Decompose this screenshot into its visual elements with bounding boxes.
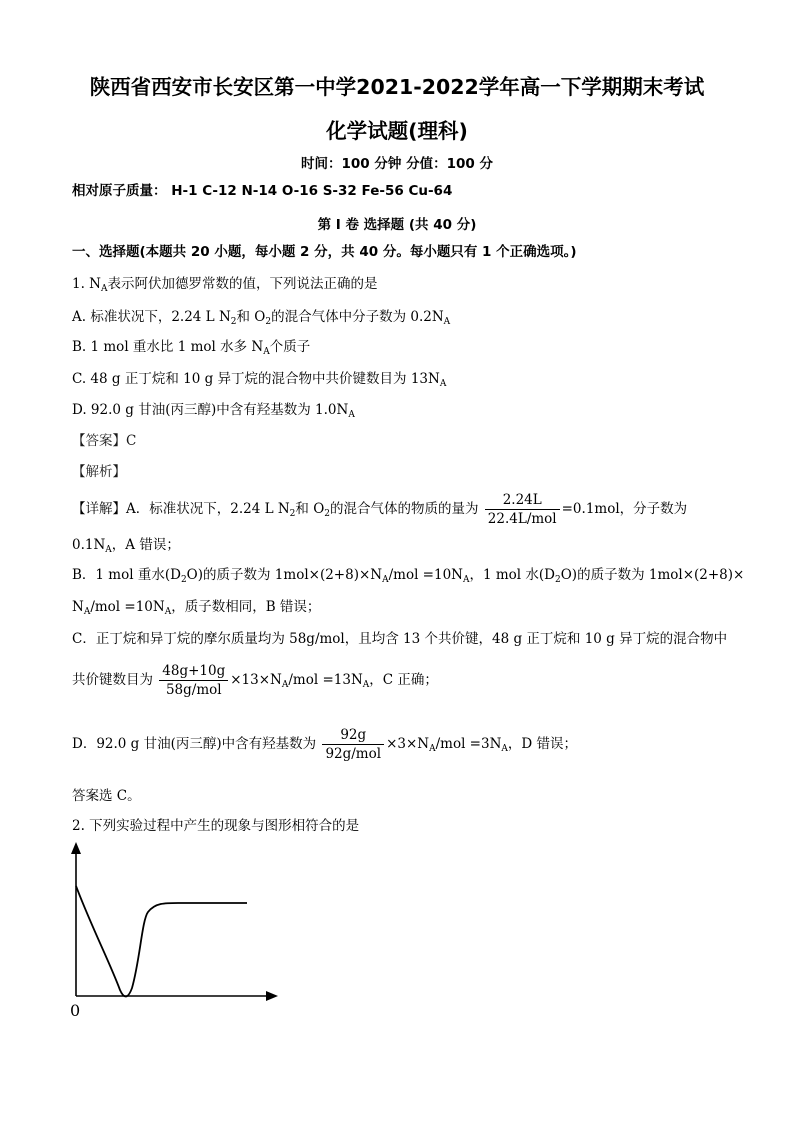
time-score: 时间：100 分钟 分值：100 分	[301, 156, 493, 172]
q1-detail-b-cont: $N_A$/mol $=10N_A$，质子数相同，B 错误；	[72, 599, 321, 617]
q1-answer: 【答案】C	[72, 433, 137, 449]
section-title: 第 I 卷 选择题 (共 40 分)	[317, 217, 477, 233]
q1-conclusion: 答案选 C。	[72, 788, 141, 804]
q1-detail-a: 【详解】A．标准状况下，2.24 L $N_2$和 $O_2$的混合气体的物质的量为 $\frac{2.24L}{\text{22.4L/mol}}$ =0.1mol，分子数为	[72, 492, 688, 527]
fraction-detail-c: $\frac{48g+10g}{\text{58g/mol}}$	[159, 663, 228, 698]
q1-option-c: C. 48 g 正丁烷和 10 g 异丁烷的混合物中共价键数目为 $13N_A$	[72, 371, 447, 389]
x-axis-arrow	[266, 991, 278, 1001]
exam-title-line1: 陕西省西安市长安区第一中学2021-2022学年高一下学期期末考试	[89, 75, 705, 99]
q1-detail-a-cont: $0.1N_A$，A 错误；	[72, 537, 180, 555]
section-instructions: 一、选择题(本题共 20 小题，每小题 2 分，共 40 分。每小题只有 1 个正确选项。)	[72, 244, 577, 260]
graph-origin-label: 0	[70, 1001, 81, 1020]
q1-option-d: D. 92.0 g 甘油(丙三醇)中含有羟基数为 $1.0N_A$	[72, 402, 355, 420]
q1-analysis-label: 【解析】	[72, 464, 126, 480]
q2-graph	[62, 838, 292, 1023]
fraction-detail-d: $\frac{92g}{\text{92g/mol}}$	[322, 727, 384, 762]
q1-detail-b: B．1 mol 重水$(D_2O)$的质子数为 $1mol\times(2+8)\times N_A$/mol $=10N_A$，1 mol 水$(D_2O)$的质子数为 1mol×(2+8)×	[72, 567, 745, 585]
q2-stem: 2. 下列实验过程中产生的现象与图形相符合的是	[72, 818, 360, 834]
q1-detail-d: D．92.0 g 甘油(丙三醇)中含有羟基数为 $\frac{92g}{\text{92g/mol}}$ $\times 3\times N_A$/mol $=3N_A$，D 错误；	[72, 727, 578, 762]
y-axis-arrow	[71, 842, 81, 854]
q1-detail-c-cont: 共价键数目为 $\frac{48g+10g}{\text{58g/mol}}$ $\times 13\times N_A$/mol $=13N_A$，C 正确；	[72, 663, 438, 698]
graph-curve	[76, 886, 247, 997]
exam-title-line2: 化学试题(理科)	[326, 119, 468, 143]
q1-detail-c: C．正丁烷和异丁烷的摩尔质量均为 58g/mol，且均含 13 个共价键，48 g 正丁烷和 10 g 异丁烷的混合物中	[72, 631, 728, 647]
q1-stem: 1. $N_A$表示阿伏加德罗常数的值，下列说法正确的是	[72, 276, 378, 294]
atomic-masses: 相对原子质量： H-1 C-12 N-14 O-16 S-32 Fe-56 Cu-64	[72, 183, 453, 199]
fraction-detail-a: $\frac{2.24L}{\text{22.4L/mol}}$	[485, 492, 560, 527]
q1-option-a: A. 标准状况下，2.24 L $N_2$和 $O_2$的混合气体中分子数为 $0.2N_A$	[72, 309, 451, 327]
q1-option-b: B. 1 mol 重水比 1 mol 水多 $N_A$个质子	[72, 339, 311, 357]
